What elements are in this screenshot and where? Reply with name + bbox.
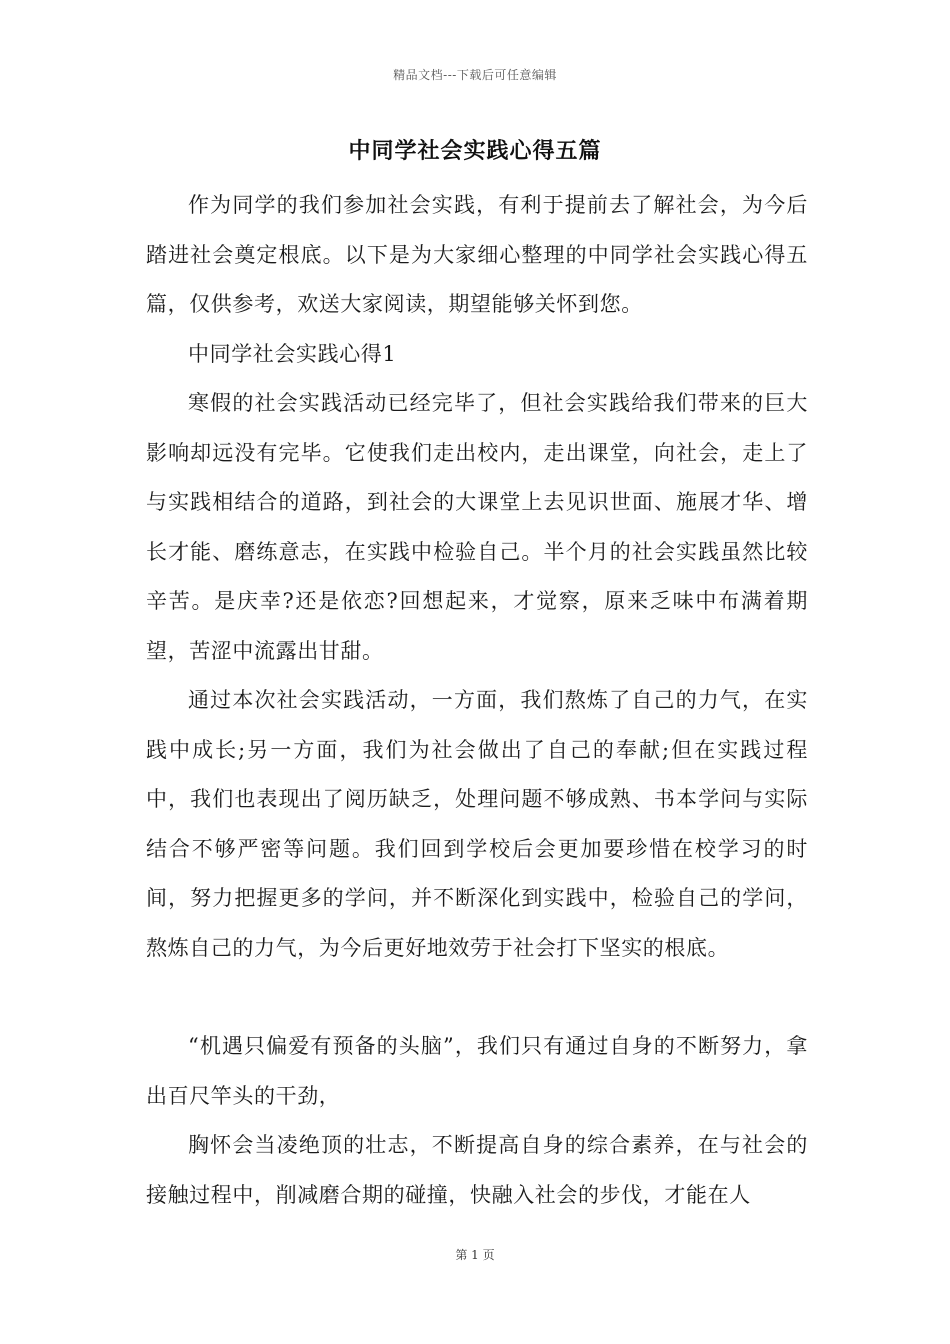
document-body — [146, 181, 808, 1220]
document-title: 中同学社会实践心得五篇 — [348, 138, 602, 164]
header-note: 精品文档---下载后可任意编辑 — [393, 68, 557, 82]
body-paragraph: 胸怀会当凌绝顶的壮志，不断提高自身的综合素养，在与社会的接触过程中，削减磨合期的碰撞，快融入社会的步伐，才能在人 — [146, 1133, 808, 1207]
body-paragraph: 寒假的社会实践活动已经完毕了，但社会实践给我们带来的巨大影响却远没有完毕。它使我们走出校内，走出课堂，向社会，走上了与实践相结合的道路，到社会的大课堂上去见识世面、施展才华、增长才能、磨练意志，在实践中检验自己。半个月的社会实践虽然比较辛苦。是庆幸?还是依恋?回想起来，才觉察，原来乏味中布满着期望，苦涩中流露出甘甜。 — [146, 391, 808, 663]
intro-paragraph: 作为同学的我们参加社会实践，有利于提前去了解社会，为今后踏进社会奠定根底。以下是为大家细心整理的中同学社会实践心得五篇，仅供参考，欢送大家阅读，期望能够关怀到您。 — [146, 193, 808, 316]
section-heading: 中同学社会实践心得1 — [188, 341, 397, 366]
body-paragraph: “机遇只偏爱有预备的头脑”，我们只有通过自身的不断努力，拿出百尺竿头的干劲， — [146, 1034, 808, 1108]
body-paragraph: 通过本次社会实践活动，一方面，我们熬炼了自己的力气，在实践中成长;另一方面，我们为社会做出了自己的奉献;但在实践过程中，我们也表现出了阅历缺乏，处理问题不够成熟、书本学问与实际结合不够严密等问题。我们回到学校后会更加要珍惜在校学习的时间，努力把握更多的学问，并不断深化到实践中，检验自己的学问，熬炼自己的力气，为今后更好地效劳于社会打下坚实的根底。 — [146, 688, 808, 960]
page-number: 第 1 页 — [455, 1248, 495, 1262]
